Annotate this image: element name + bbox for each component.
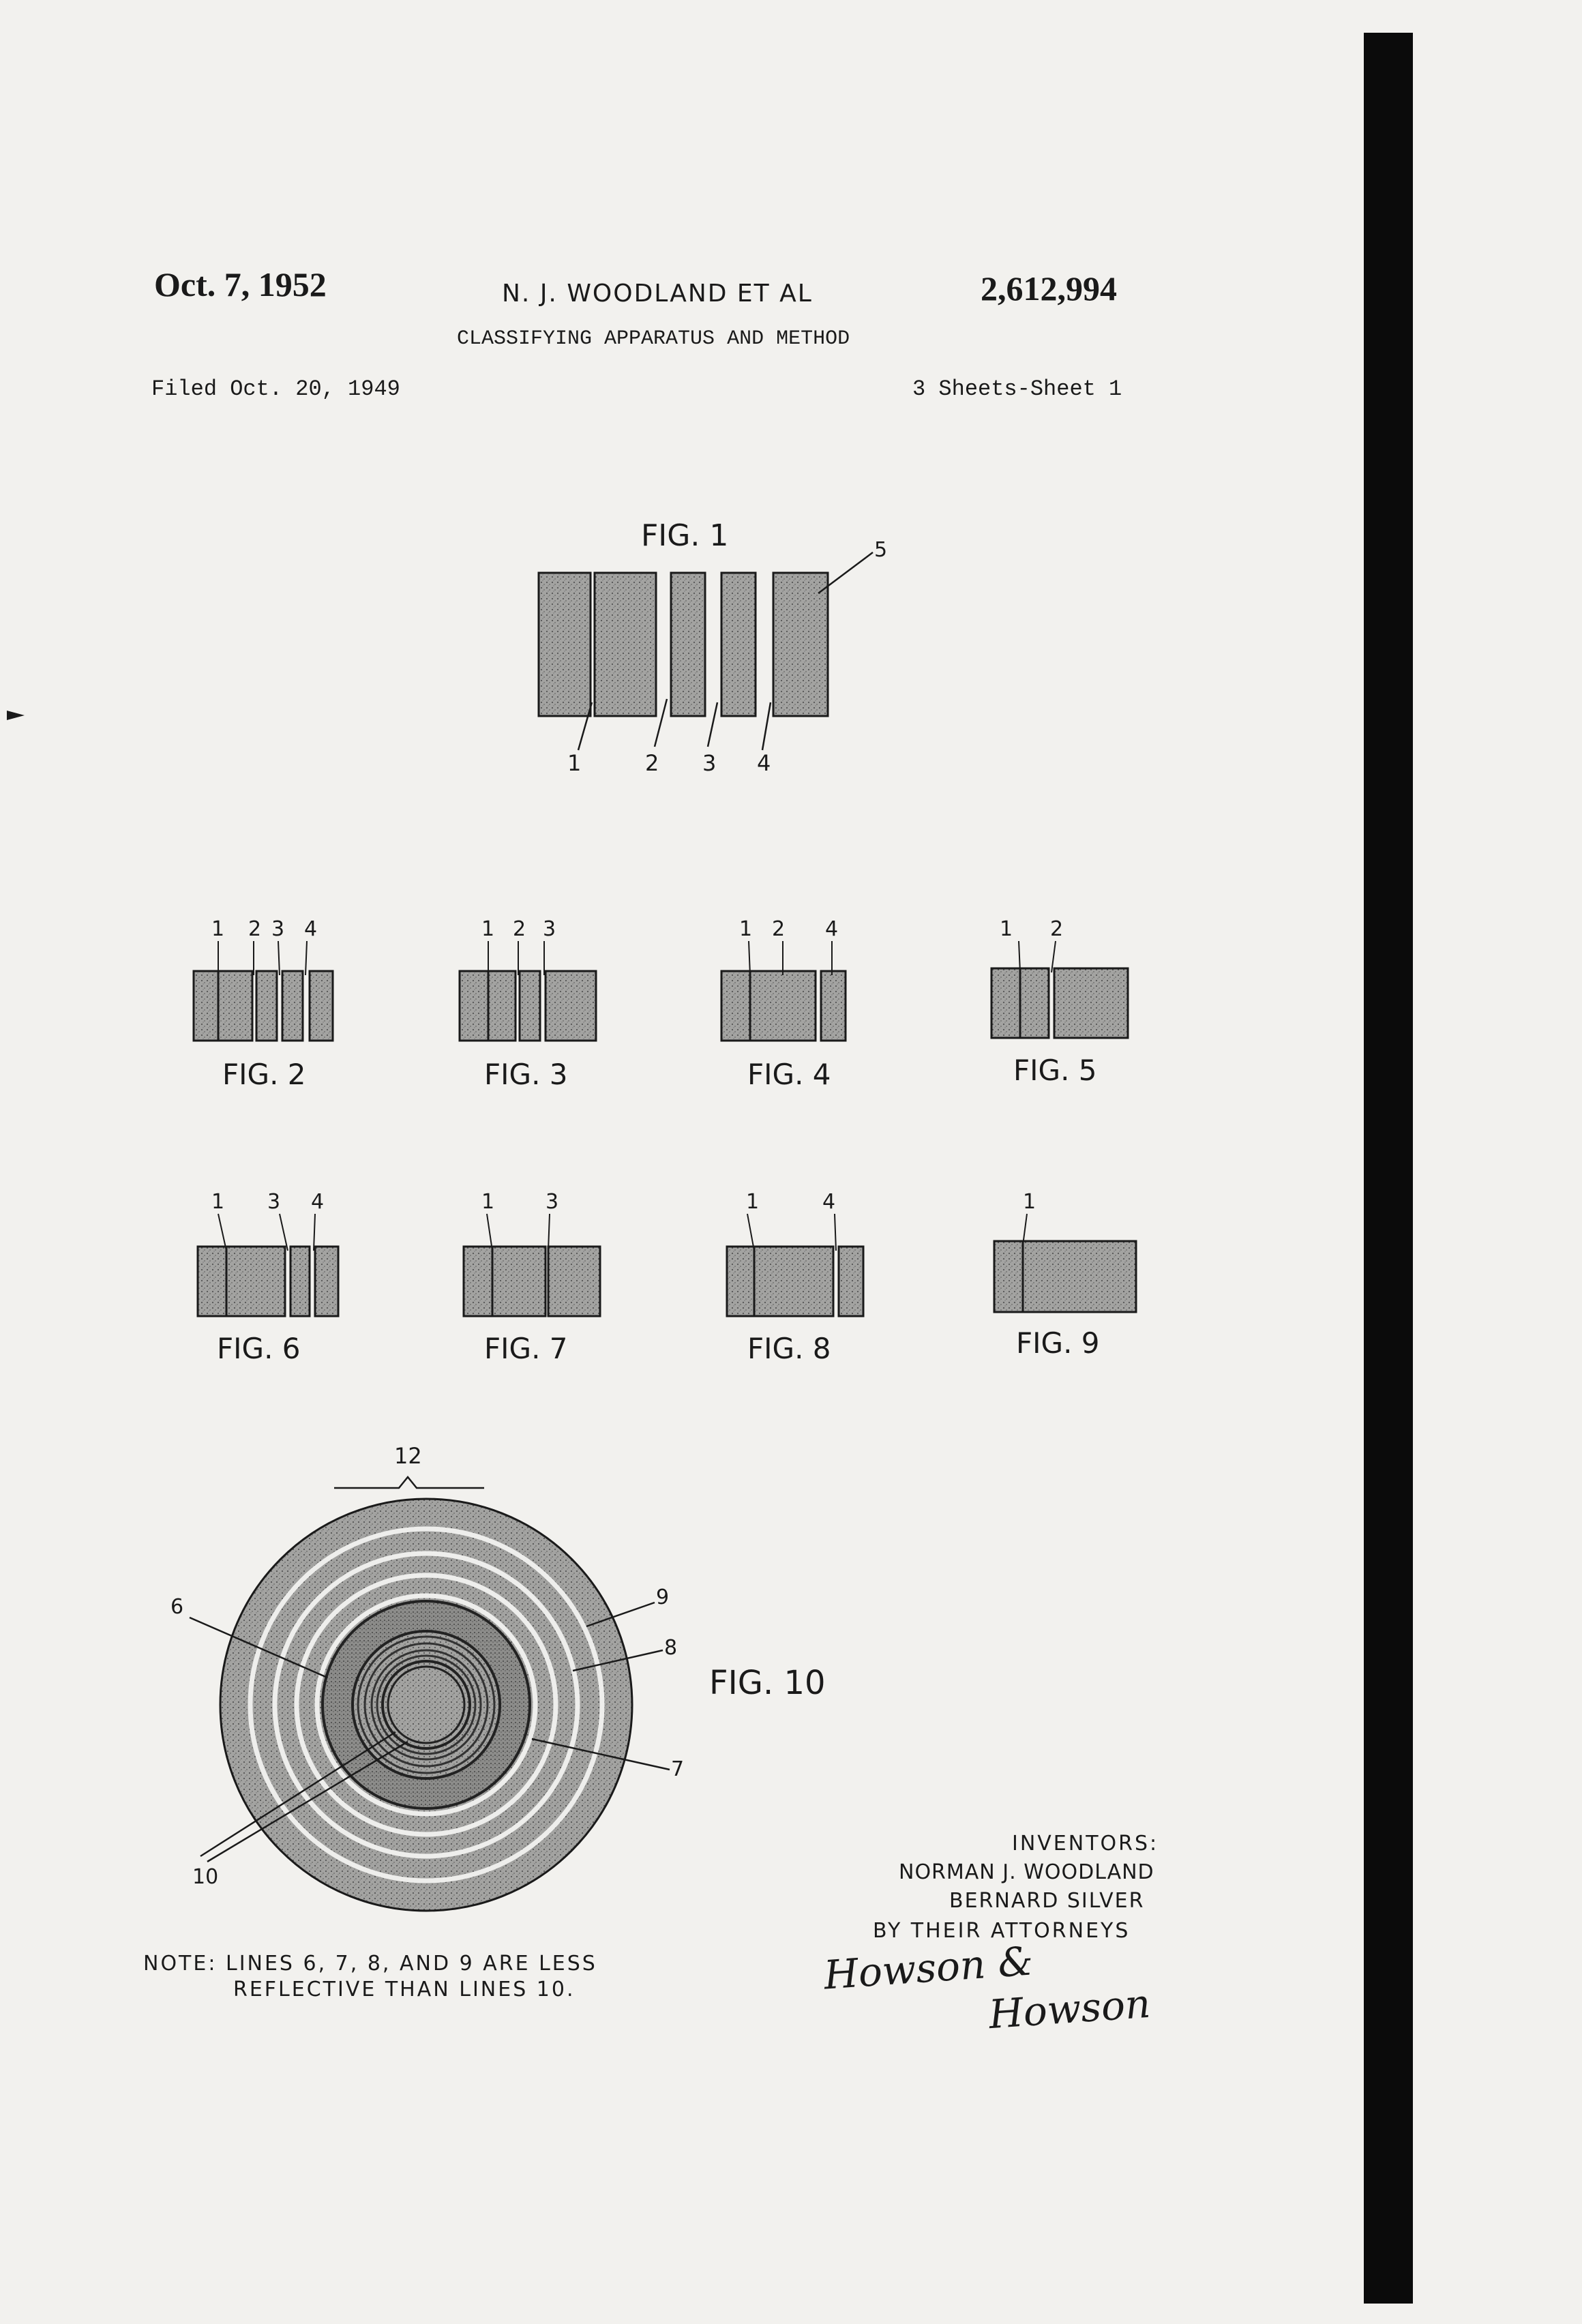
- fig3-label-1: 1: [481, 917, 495, 941]
- fig6-caption: FIG. 6: [217, 1332, 301, 1365]
- fig10-label-12: 12: [394, 1443, 422, 1469]
- inventor-name-1: NORMAN J. WOODLAND: [899, 1860, 1154, 1884]
- attorney-signature-2: Howson: [987, 1980, 1152, 2038]
- fig1-label-4: 4: [757, 750, 771, 776]
- fig4-label-1: 1: [739, 917, 753, 941]
- fig9-label-1: 1: [1023, 1190, 1036, 1214]
- note-line-1: NOTE: LINES 6, 7, 8, AND 9 ARE LESS: [143, 1952, 597, 1976]
- note-line-2: REFLECTIVE THAN LINES 10.: [233, 1978, 576, 2001]
- figure-4: [709, 914, 886, 1105]
- fig1-bar-4: [721, 573, 756, 716]
- fig2-label-1: 1: [211, 917, 225, 941]
- fig10-label-10: 10: [192, 1865, 219, 1889]
- figure-7: [450, 1187, 627, 1377]
- fig1-bar-2: [595, 573, 656, 716]
- fig5-label-2: 2: [1050, 917, 1064, 941]
- figure-6: [184, 1187, 361, 1377]
- fig6-label-3: 4: [311, 1190, 325, 1214]
- fig7-caption: FIG. 7: [484, 1332, 568, 1365]
- fig2-label-4: 4: [304, 917, 318, 941]
- figure-1: [518, 505, 900, 791]
- fig10-label-8: 8: [664, 1636, 678, 1660]
- fig6-label-2: 3: [267, 1190, 281, 1214]
- fig10-label-6: 6: [170, 1595, 184, 1619]
- figure-9: [975, 1187, 1152, 1377]
- fig6-label-1: 1: [211, 1190, 225, 1214]
- fig3-caption: FIG. 3: [484, 1058, 568, 1091]
- fig8-label-1: 1: [746, 1190, 760, 1214]
- fig1-label-3: 3: [702, 750, 717, 776]
- fig3-label-3: 3: [543, 917, 556, 941]
- figure-3: [450, 914, 627, 1105]
- fig7-label-1: 1: [481, 1190, 495, 1214]
- fig1-label-5: 5: [874, 538, 888, 562]
- patent-date: Oct. 7, 1952: [154, 265, 327, 303]
- fig5-label-1: 1: [1000, 917, 1013, 941]
- fig2-label-2: 2: [248, 917, 262, 941]
- margin-arrow-icon: [7, 711, 25, 720]
- fig10-disc: [220, 1499, 632, 1911]
- attorney-signature-1: Howson &: [822, 1937, 1035, 1999]
- figure-5: [975, 914, 1152, 1105]
- page-margin-bar: [1364, 33, 1413, 2304]
- inventors-short: N. J. WOODLAND ET AL: [502, 280, 813, 308]
- patent-number: 2,612,994: [981, 269, 1117, 308]
- fig9-caption: FIG. 9: [1016, 1326, 1100, 1360]
- fig10-label-9: 9: [656, 1585, 670, 1609]
- attorneys-line: BY THEIR ATTORNEYS: [873, 1919, 1131, 1943]
- fig8-label-2: 4: [822, 1190, 836, 1214]
- fig4-label-3: 4: [825, 917, 839, 941]
- fig4-label-2: 2: [772, 917, 786, 941]
- inventor-name-2: BERNARD SILVER: [949, 1889, 1145, 1913]
- fig2-caption: FIG. 2: [222, 1058, 306, 1091]
- fig2-label-3: 3: [271, 917, 285, 941]
- fig5-caption: FIG. 5: [1013, 1054, 1097, 1087]
- fig1-bar-1: [539, 573, 591, 716]
- figure-10: [150, 1439, 736, 1916]
- fig1-bar-5: [773, 573, 828, 716]
- fig1-label-1: 1: [567, 750, 582, 776]
- fig8-caption: FIG. 8: [747, 1332, 831, 1365]
- filed-date: Filed Oct. 20, 1949: [151, 376, 400, 402]
- fig10-caption: FIG. 10: [709, 1664, 826, 1702]
- patent-title: CLASSIFYING APPARATUS AND METHOD: [457, 327, 850, 351]
- fig7-label-2: 3: [546, 1190, 559, 1214]
- fig3-label-2: 2: [513, 917, 526, 941]
- fig1-caption: FIG. 1: [641, 518, 729, 553]
- inventors-heading: INVENTORS:: [1012, 1832, 1159, 1856]
- figure-8: [709, 1187, 886, 1377]
- figure-2: [184, 914, 361, 1105]
- fig4-caption: FIG. 4: [747, 1058, 831, 1091]
- fig1-label-2: 2: [645, 750, 659, 776]
- sheet-count: 3 Sheets-Sheet 1: [912, 376, 1122, 402]
- fig1-bar-3: [671, 573, 705, 716]
- fig10-label-7: 7: [671, 1757, 685, 1781]
